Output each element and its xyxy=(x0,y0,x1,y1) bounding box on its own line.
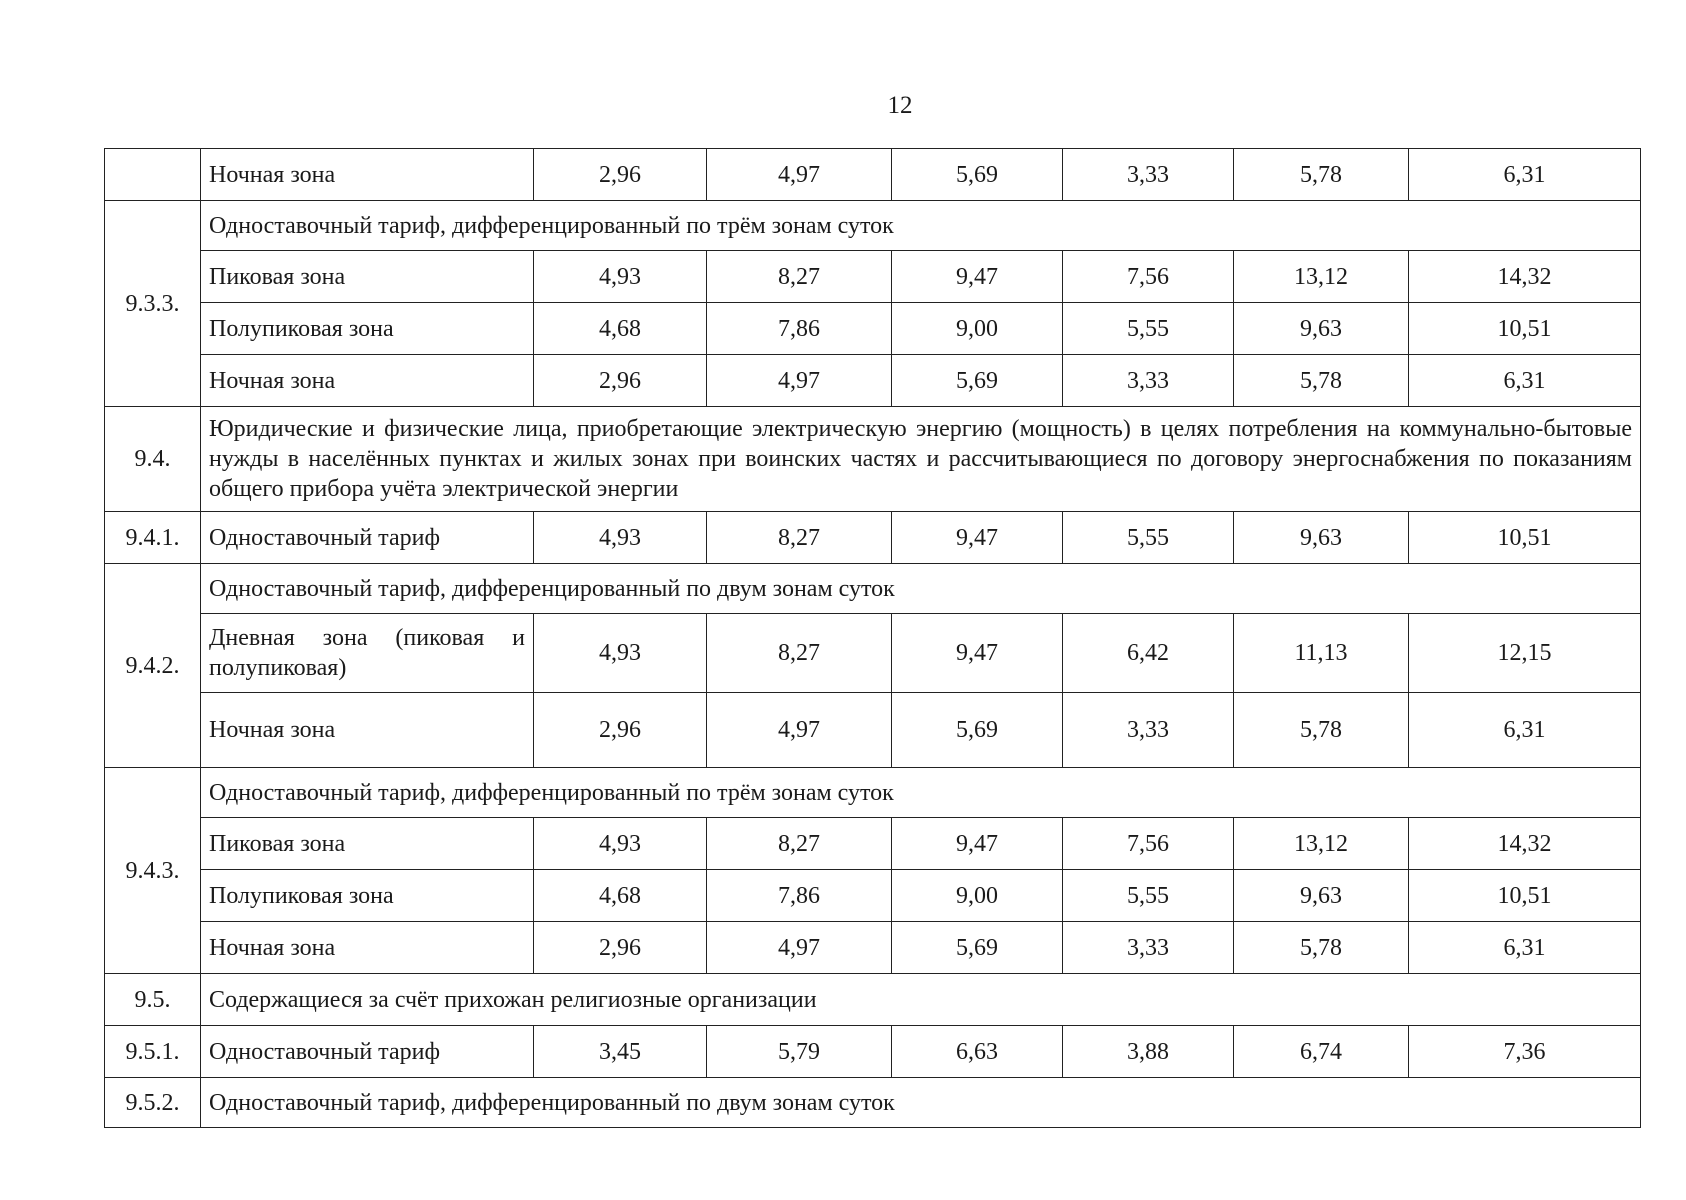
value-cell: 9,63 xyxy=(1234,303,1409,355)
value-cell: 4,93 xyxy=(534,614,707,693)
value-cell: 5,69 xyxy=(892,149,1063,201)
table-row xyxy=(105,1078,1641,1128)
row-label: Полупиковая зона xyxy=(201,303,534,355)
page-number: 12 xyxy=(887,92,913,119)
value-cell: 3,33 xyxy=(1063,693,1234,768)
value-cell: 6,31 xyxy=(1409,149,1641,201)
value-cell: 5,78 xyxy=(1234,922,1409,974)
value-cell: 4,68 xyxy=(534,303,707,355)
value-cell: 3,33 xyxy=(1063,355,1234,407)
row-number-cell: 9.4.2. xyxy=(105,564,201,768)
value-cell: 5,55 xyxy=(1063,870,1234,922)
value-cell: 4,93 xyxy=(534,512,707,564)
value-cell: 7,56 xyxy=(1063,251,1234,303)
value-cell: 5,78 xyxy=(1234,149,1409,201)
value-cell: 10,51 xyxy=(1409,303,1641,355)
value-cell: 9,63 xyxy=(1234,512,1409,564)
value-cell: 5,69 xyxy=(892,693,1063,768)
value-cell: 14,32 xyxy=(1409,251,1641,303)
value-cell: 5,69 xyxy=(892,355,1063,407)
row-label: Полупиковая зона xyxy=(201,870,534,922)
table-row xyxy=(105,974,1641,1026)
row-number-cell: 9.4.3. xyxy=(105,768,201,974)
table-row xyxy=(105,614,1641,693)
row-label: Пиковая зона xyxy=(201,818,534,870)
value-cell: 4,68 xyxy=(534,870,707,922)
value-cell: 6,31 xyxy=(1409,355,1641,407)
value-cell: 6,31 xyxy=(1409,693,1641,768)
value-cell: 8,27 xyxy=(707,251,892,303)
value-cell: 3,45 xyxy=(534,1026,707,1078)
row-number-cell: 9.5.1. xyxy=(105,1026,201,1078)
value-cell: 5,55 xyxy=(1063,303,1234,355)
value-cell: 10,51 xyxy=(1409,512,1641,564)
value-cell: 13,12 xyxy=(1234,251,1409,303)
value-cell: 9,00 xyxy=(892,870,1063,922)
row-number-cell: 9.5. xyxy=(105,974,201,1026)
table-row xyxy=(105,407,1641,512)
table-row xyxy=(105,768,1641,818)
value-cell: 4,93 xyxy=(534,818,707,870)
table-row xyxy=(105,149,1641,201)
value-cell: 4,93 xyxy=(534,251,707,303)
table-row xyxy=(105,251,1641,303)
row-label: Дневная зона (пиковая и полупиковая) xyxy=(201,614,534,693)
value-cell: 12,15 xyxy=(1409,614,1641,693)
row-number-cell: 9.4. xyxy=(105,407,201,512)
value-cell: 6,63 xyxy=(892,1026,1063,1078)
value-cell: 4,97 xyxy=(707,922,892,974)
value-cell: 4,97 xyxy=(707,149,892,201)
value-cell: 7,56 xyxy=(1063,818,1234,870)
value-cell: 8,27 xyxy=(707,614,892,693)
row-label: Пиковая зона xyxy=(201,251,534,303)
table-row xyxy=(105,201,1641,251)
section-header: Одноставочный тариф, дифференцированный по трём зонам суток xyxy=(201,201,1641,251)
value-cell: 5,79 xyxy=(707,1026,892,1078)
value-cell: 3,33 xyxy=(1063,149,1234,201)
value-cell: 2,96 xyxy=(534,922,707,974)
value-cell: 8,27 xyxy=(707,512,892,564)
category-description: Юридические и физические лица, приобретающие электрическую энергию (мощность) в целях потребления на коммунально-бытовые нужды в населённых пунктах и жилых зонах при воинских частях и рассчитывающиеся по договору энергоснабжения по показаниям общего прибора учёта электрической энергии xyxy=(201,407,1641,512)
value-cell: 6,31 xyxy=(1409,922,1641,974)
row-label: Одноставочный тариф xyxy=(201,1026,534,1078)
row-number-cell: 9.3.3. xyxy=(105,201,201,407)
value-cell: 6,74 xyxy=(1234,1026,1409,1078)
value-cell: 4,97 xyxy=(707,693,892,768)
value-cell: 7,36 xyxy=(1409,1026,1641,1078)
value-cell: 9,63 xyxy=(1234,870,1409,922)
table-row xyxy=(105,512,1641,564)
value-cell: 7,86 xyxy=(707,870,892,922)
value-cell: 2,96 xyxy=(534,693,707,768)
row-label: Ночная зона xyxy=(201,922,534,974)
value-cell: 6,42 xyxy=(1063,614,1234,693)
value-cell: 3,33 xyxy=(1063,922,1234,974)
value-cell: 11,13 xyxy=(1234,614,1409,693)
value-cell: 5,78 xyxy=(1234,355,1409,407)
table-row xyxy=(105,922,1641,974)
value-cell: 7,86 xyxy=(707,303,892,355)
value-cell: 3,88 xyxy=(1063,1026,1234,1078)
value-cell: 5,55 xyxy=(1063,512,1234,564)
value-cell: 8,27 xyxy=(707,818,892,870)
category-description: Содержащиеся за счёт прихожан религиозные организации xyxy=(201,974,1641,1026)
value-cell: 9,47 xyxy=(892,251,1063,303)
value-cell: 9,47 xyxy=(892,614,1063,693)
table-row xyxy=(105,564,1641,614)
value-cell: 9,47 xyxy=(892,512,1063,564)
value-cell: 10,51 xyxy=(1409,870,1641,922)
row-label: Одноставочный тариф xyxy=(201,512,534,564)
value-cell: 14,32 xyxy=(1409,818,1641,870)
value-cell: 9,00 xyxy=(892,303,1063,355)
table-row xyxy=(105,693,1641,768)
row-label: Ночная зона xyxy=(201,149,534,201)
section-header: Одноставочный тариф, дифференцированный по двум зонам суток xyxy=(201,564,1641,614)
row-label: Ночная зона xyxy=(201,355,534,407)
table-row xyxy=(105,870,1641,922)
section-header: Одноставочный тариф, дифференцированный по двум зонам суток xyxy=(201,1078,1641,1128)
value-cell: 2,96 xyxy=(534,149,707,201)
value-cell: 5,78 xyxy=(1234,693,1409,768)
row-number-cell: 9.5.2. xyxy=(105,1078,201,1128)
tariff-table xyxy=(104,148,1641,1128)
table-row xyxy=(105,1026,1641,1078)
table-row xyxy=(105,355,1641,407)
table-row xyxy=(105,818,1641,870)
row-label: Ночная зона xyxy=(201,693,534,768)
row-number-cell xyxy=(105,149,201,201)
value-cell: 9,47 xyxy=(892,818,1063,870)
table-row xyxy=(105,303,1641,355)
row-number-cell: 9.4.1. xyxy=(105,512,201,564)
value-cell: 2,96 xyxy=(534,355,707,407)
section-header: Одноставочный тариф, дифференцированный по трём зонам суток xyxy=(201,768,1641,818)
value-cell: 5,69 xyxy=(892,922,1063,974)
value-cell: 13,12 xyxy=(1234,818,1409,870)
value-cell: 4,97 xyxy=(707,355,892,407)
